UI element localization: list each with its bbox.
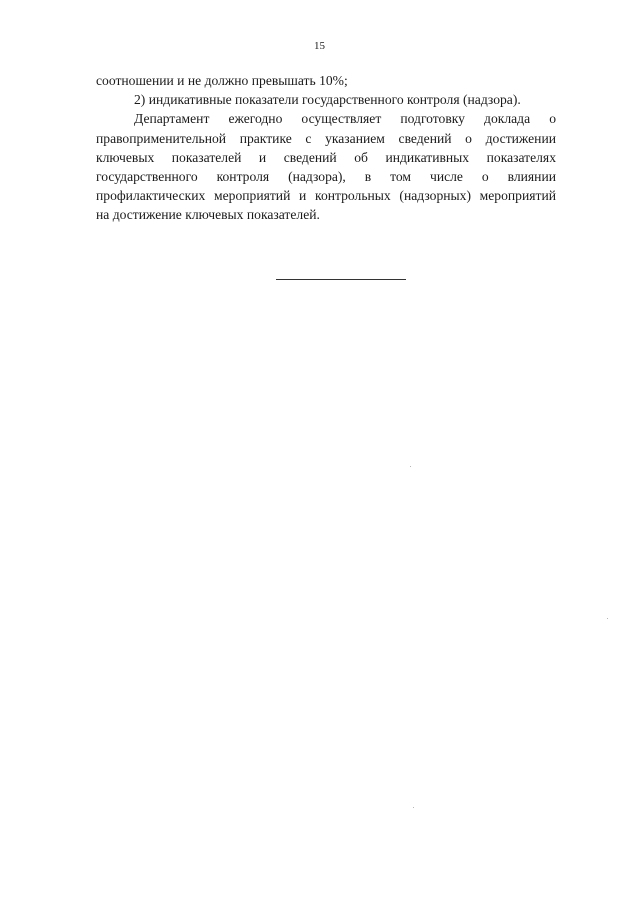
text-line: соотношении и не должно превышать 10%; [96,73,348,88]
text-line: профилактических мероприятий и контрольных (надзорных) мероприятий [96,188,556,204]
scan-speck [410,466,411,467]
text-line: на достижение ключевых показателей. [96,207,320,223]
scan-speck [607,618,608,619]
scan-speck [413,807,414,808]
text-line: 2) индикативные показатели государственного контроля (надзора). [134,92,521,108]
page-number: 15 [314,40,325,52]
text-line: Департамент ежегодно осуществляет подготовку доклада о [134,111,556,127]
text-line: правоприменительной практике с указанием сведений о достижении [96,130,556,146]
body-text [96,71,556,225]
text-line: ключевых показателей и сведений об индикативных показателях [96,149,556,165]
separator-line [276,279,406,280]
text-line: государственного контроля (надзора), в том числе о влиянии [96,168,556,184]
